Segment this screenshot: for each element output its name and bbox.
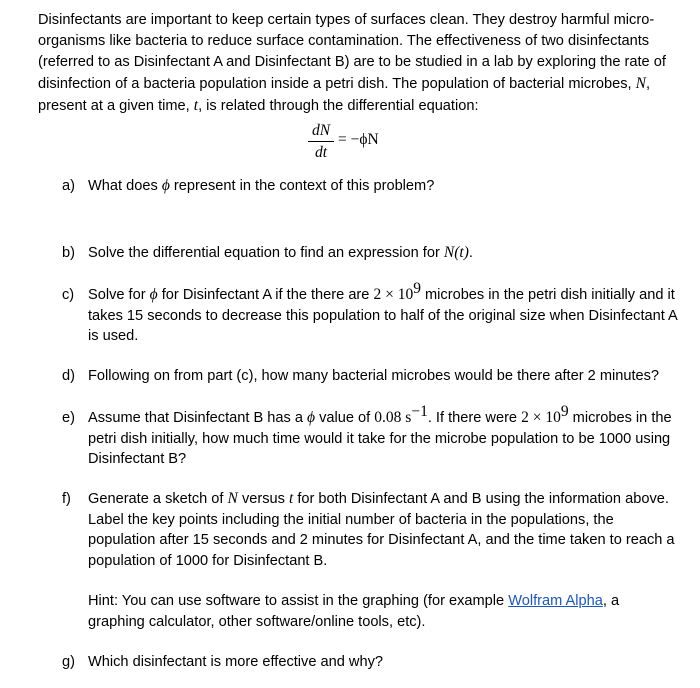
var-t: t [288, 490, 294, 507]
intro-text-1: Disinfectants are important to keep certain types of surfaces clean. They destroy harmful micro-organisms like bacteria to reduce surface contamination. The effectiveness of two disinfectants (referred to as Disinfectant A and Disinfectant B) are to be studied in a lab by exploring the rate of disinfection of a bacteria population inside a petri dish. The population of bacterial microbes, [38, 12, 666, 92]
question-text: Which disinfectant is more effective and why? [88, 654, 383, 670]
question-text: Assume that Disinfectant B has a ϕ value of 0.08 $s^{-1}$. If there were $2 \times 10^9$ microbes in the petri dish initially, how much time would it take for the microbe population to be 1000 using Disinfectant B? [88, 403, 672, 467]
question-label: d) [62, 368, 75, 384]
intro-text-2: , present at a given time, [38, 76, 651, 114]
derivative-fraction [308, 121, 334, 162]
fraction-denominator: dt [314, 144, 328, 161]
var-N: N [227, 490, 238, 507]
intro-text-3: , is related through the differential equation: [198, 98, 479, 114]
equation-rhs: = −ϕN [338, 131, 379, 148]
fraction-numerator: dN [311, 122, 331, 139]
question-text: Generate a sketch of N versus t for both Disinfectant A and B using the information above. Label the key points including the initial number of bacteria in the populations, the population after 15 seconds and 2 minutes for Disinfectant A, and the time taken to reach a population of 1000 for Disinfectant B. [88, 490, 675, 569]
question-label: b) [62, 245, 75, 261]
exponent: 9 [560, 403, 569, 420]
fraction-bar [308, 141, 334, 142]
question-text: Following on from part (c), how many bacterial microbes would be there after 2 minutes? [88, 368, 660, 384]
phi-symbol: ϕ [161, 177, 170, 194]
intro-paragraph [38, 10, 678, 117]
initial-count: 2 × 10 [373, 286, 414, 303]
unit-exponent: −1 [411, 403, 428, 420]
phi-symbol: ϕ [149, 286, 158, 303]
hint-text: Hint: You can use software to assist in the graphing (for example Wolfram Alpha, a graphing calculator, other software/online tools, etc). [88, 593, 620, 630]
exponent: 9 [413, 280, 421, 297]
question-label: f) [62, 491, 71, 507]
phi-symbol: ϕ [307, 409, 316, 426]
var-N: N [635, 75, 646, 92]
question-text: What does ϕ represent in the context of this problem? [88, 177, 435, 194]
question-label: c) [62, 287, 75, 303]
question-label: a) [62, 178, 75, 194]
initial-count: 2 × 10 [521, 409, 561, 426]
question-label: e) [62, 410, 75, 426]
phi-value: 0.08 s [374, 409, 412, 426]
expr-Nt: N(t) [443, 244, 469, 261]
question-text: Solve for ϕ for Disinfectant A if the there are $2 \times 10^9$ microbes in the petri dish initially and it takes 15 seconds to decrease this population to half of the original size when Disinfectant A is used. [88, 280, 677, 344]
question-label: g) [62, 654, 75, 670]
wolfram-alpha-link[interactable]: Wolfram Alpha [508, 593, 603, 609]
question-text: Solve the differential equation to find an expression for N(t). [88, 244, 473, 261]
var-t: t [193, 97, 199, 114]
